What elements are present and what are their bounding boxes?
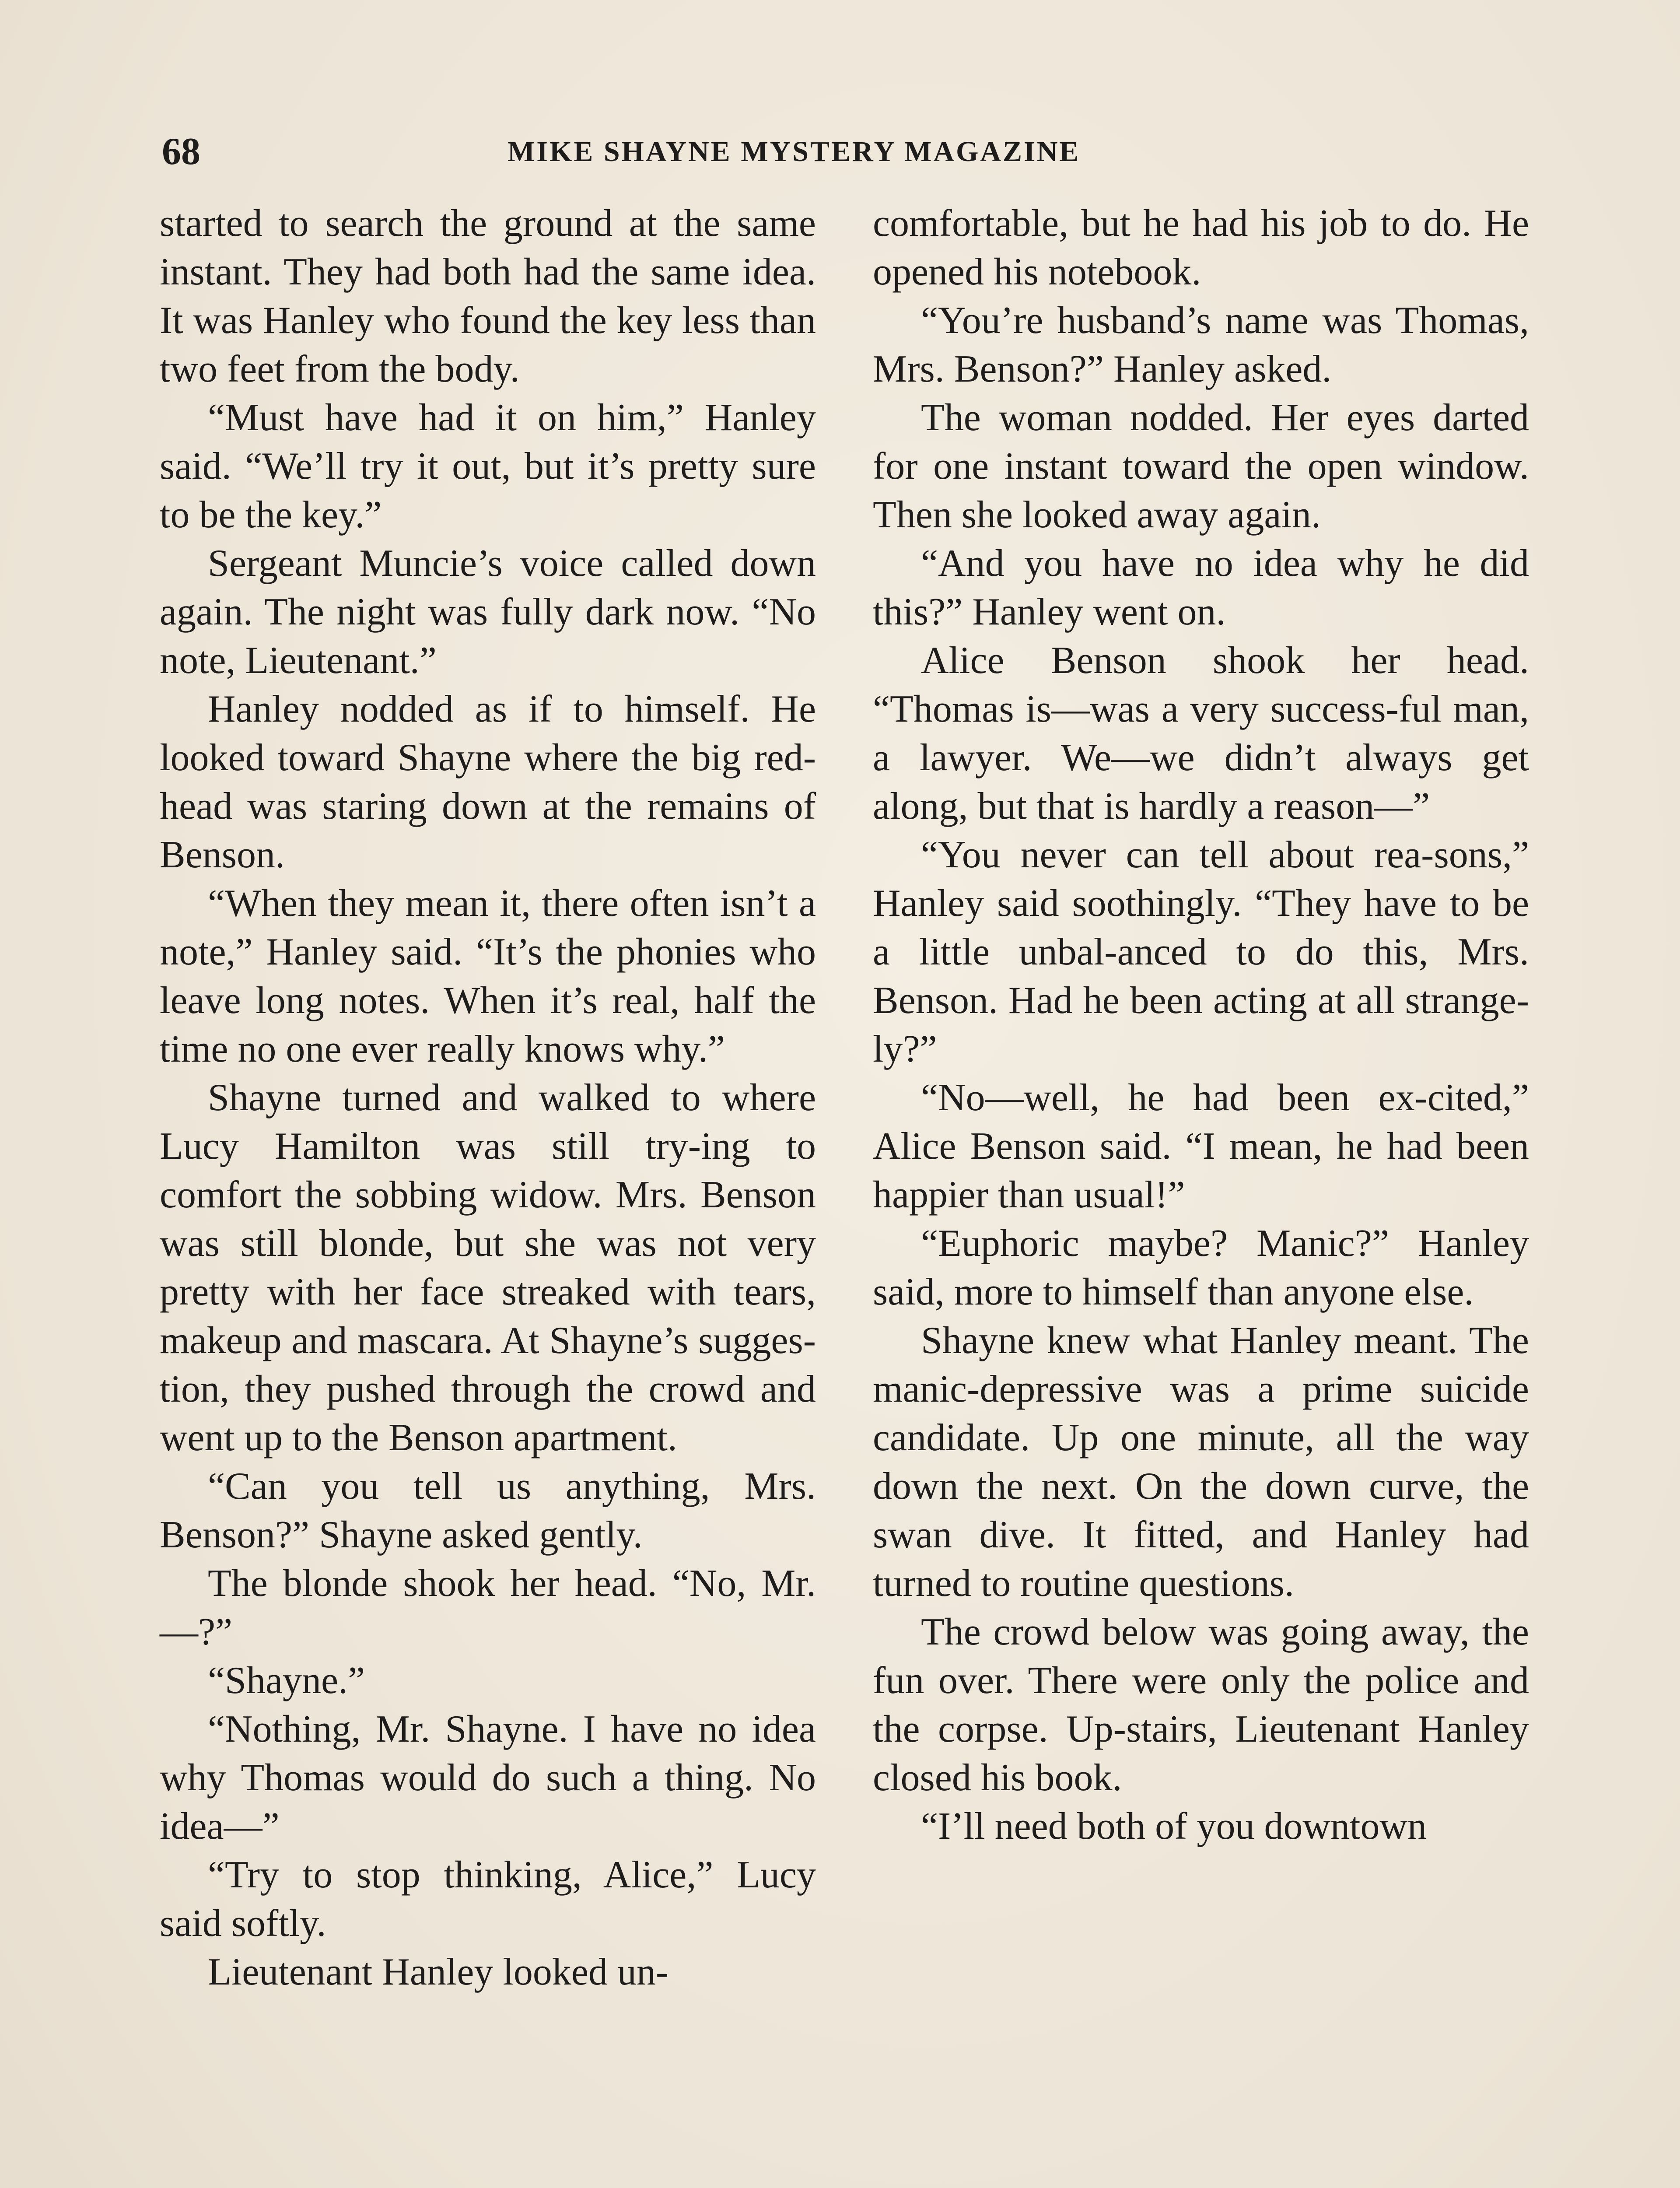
paragraph: “No—well, he had been ex-cited,” Alice Benson said. “I mean, he had been happier than usual!”	[873, 1076, 1529, 1216]
paragraph: The blonde shook her head. “No, Mr.—?”	[160, 1562, 816, 1653]
page-header	[162, 128, 1531, 176]
paragraph: Hanley nodded as if to himself. He looked toward Shayne where the big red-head was staring down at the remains of Benson.	[160, 688, 816, 876]
paragraph: “I’ll need both of you downtown	[921, 1805, 1427, 1848]
paragraph: “Try to stop thinking, Alice,” Lucy said softly.	[160, 1854, 816, 1945]
paragraph: “When they mean it, there often isn’t a note,” Hanley said. “It’s the phonies who leave long notes. When it’s real, half the time no one ever really knows why.”	[160, 882, 816, 1070]
page-number: 68	[162, 130, 200, 173]
paragraph: “Nothing, Mr. Shayne. I have no idea why Thomas would do such a thing. No idea—”	[160, 1708, 816, 1848]
paragraph: comfortable, but he had his job to do. He opened his notebook.	[873, 202, 1529, 293]
paragraph: started to search the ground at the same instant. They had both had the same idea. It was Hanley who found the key less than two feet from the body.	[160, 202, 816, 390]
right-column	[873, 199, 1529, 1851]
paragraph: “You’re husband’s name was Thomas, Mrs. Benson?” Hanley asked.	[873, 299, 1529, 390]
paragraph: Sergeant Muncie’s voice called down again. The night was fully dark now. “No note, Lieutenant.”	[160, 542, 816, 682]
paragraph: Shayne turned and walked to where Lucy Hamilton was still try-ing to comfort the sobbing widow. Mrs. Benson was still blonde, but she was not very pretty with her face streaked with tears, makeup and mascara. At Shayne’s sugges-tion, they pushed through the crowd and went up to the Benson apartment.	[160, 1076, 816, 1459]
running-head: MIKE SHAYNE MYSTERY MAGAZINE	[508, 136, 1081, 168]
paragraph: “Can you tell us anything, Mrs. Benson?” Shayne asked gently.	[160, 1465, 816, 1556]
paragraph: Alice Benson shook her head. “Thomas is—was a very success-ful man, a lawyer. We—we didn’t always get along, but that is hardly a reason—”	[873, 639, 1529, 828]
paragraph: Lieutenant Hanley looked un-	[208, 1951, 669, 1993]
paragraph: “Must have had it on him,” Hanley said. “We’ll try it out, but it’s pretty sure to be the key.”	[160, 396, 816, 536]
paragraph: “You never can tell about rea-sons,” Hanley said soothingly. “They have to be a little unbal-anced to do this, Mrs. Benson. Had he been acting at all strange-ly?”	[873, 834, 1529, 1070]
paragraph: The woman nodded. Her eyes darted for one instant toward the open window. Then she looked away again.	[873, 396, 1529, 536]
paragraph: Shayne knew what Hanley meant. The manic-depressive was a prime suicide candidate. Up one minute, all the way down the next. On the down curve, the swan dive. It fitted, and Hanley had turned to routine questions.	[873, 1319, 1529, 1605]
paragraph: “And you have no idea why he did this?” Hanley went on.	[873, 542, 1529, 633]
left-column	[160, 199, 816, 1996]
paragraph: The crowd below was going away, the fun over. There were only the police and the corpse. Up-stairs, Lieutenant Hanley closed his book.	[873, 1611, 1529, 1799]
paragraph: “Euphoric maybe? Manic?” Hanley said, more to himself than anyone else.	[873, 1222, 1529, 1313]
paragraph: “Shayne.”	[208, 1659, 365, 1702]
